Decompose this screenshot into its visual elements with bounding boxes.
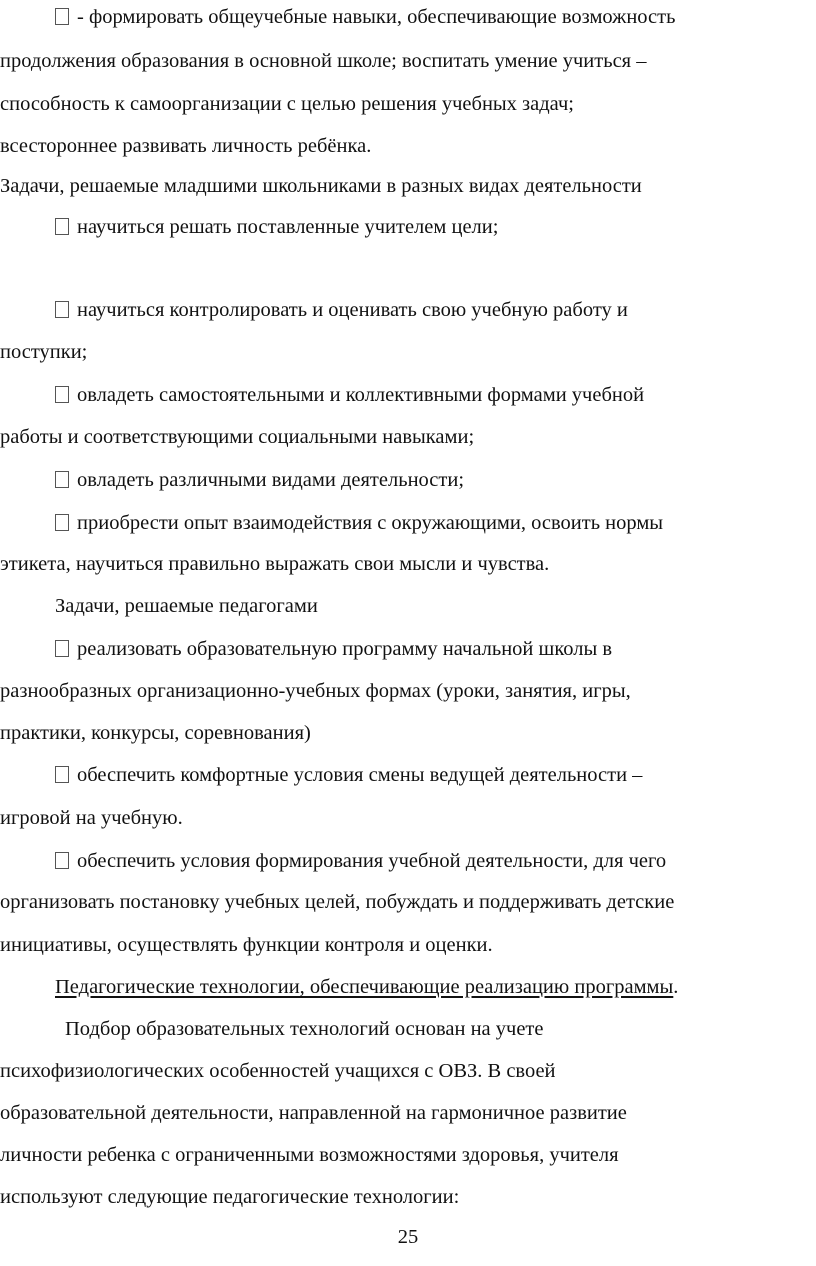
bullet-glyph-icon — [55, 852, 69, 869]
text-line — [0, 91, 574, 117]
text-line — [0, 551, 549, 577]
text-line — [0, 889, 674, 915]
line-suffix: . — [673, 976, 679, 998]
text-line — [0, 339, 87, 365]
text-line — [55, 848, 666, 874]
line-text: обеспечить комфортные условия смены ведущей деятельности – — [77, 764, 643, 786]
text-line — [0, 424, 474, 450]
text-line — [0, 1100, 627, 1126]
bullet-glyph-icon — [55, 514, 69, 531]
bullet-glyph-icon — [55, 386, 69, 403]
text-line — [0, 678, 631, 704]
line-text: приобрести опыт взаимодействия с окружающими, освоить нормы — [77, 512, 664, 534]
section-heading — [0, 173, 642, 199]
line-text: этикета, научиться правильно выражать свои мысли и чувства. — [0, 553, 550, 575]
line-text: овладеть самостоятельными и коллективными формами учебной — [77, 384, 645, 406]
text-line — [65, 1016, 543, 1042]
text-line — [55, 214, 498, 240]
bullet-glyph-icon — [55, 301, 69, 318]
line-text: используют следующие педагогические технологии: — [0, 1186, 460, 1208]
line-text: практики, конкурсы, соревнования) — [0, 722, 311, 744]
line-text: обеспечить условия формирования учебной деятельности, для чего — [77, 850, 667, 872]
line-text: работы и соответствующими социальными навыками; — [0, 426, 475, 448]
page-number: 25 — [397, 1226, 419, 1248]
bullet-glyph-icon — [55, 8, 69, 25]
line-text: личности ребенка с ограниченными возможностями здоровья, учителя — [0, 1144, 619, 1166]
text-line — [0, 48, 647, 74]
line-text: психофизиологических особенностей учащихся с ОВЗ. В своей — [0, 1060, 556, 1082]
line-text: способность к самоорганизации с целью решения учебных задач; — [0, 93, 574, 115]
line-text: научиться контролировать и оценивать свою учебную работу и — [77, 299, 628, 321]
line-text: всестороннее развивать личность ребёнка. — [0, 135, 372, 157]
text-line — [55, 297, 628, 323]
line-text: научиться решать поставленные учителем цели; — [77, 216, 499, 238]
line-text: Педагогические технологии, обеспечивающие реализацию программы — [55, 976, 674, 998]
line-text: Задачи, решаемые педагогами — [55, 595, 318, 617]
line-text: игровой на учебную. — [0, 807, 183, 829]
section-heading — [55, 593, 318, 619]
text-line — [55, 636, 612, 662]
line-text: разнообразных организационно-учебных формах (уроки, занятия, игры, — [0, 680, 631, 702]
text-line — [55, 4, 675, 30]
text-line — [0, 932, 493, 958]
line-text: Задачи, решаемые младшими школьниками в разных видах деятельности — [0, 175, 642, 197]
line-text: поступки; — [0, 341, 88, 363]
text-line — [55, 510, 663, 536]
bullet-glyph-icon — [55, 766, 69, 783]
bullet-glyph-icon — [55, 471, 69, 488]
line-text: Подбор образовательных технологий основан на учете — [65, 1018, 544, 1040]
bullet-glyph-icon — [55, 218, 69, 235]
line-text: овладеть различными видами деятельности; — [77, 469, 465, 491]
text-line — [0, 805, 183, 831]
line-text: инициативы, осуществлять функции контроля и оценки. — [0, 934, 493, 956]
section-heading-underlined — [55, 974, 678, 1000]
text-line — [0, 720, 311, 746]
line-text: реализовать образовательную программу начальной школы в — [77, 638, 613, 660]
line-text: организовать постановку учебных целей, побуждать и поддерживать детские — [0, 891, 675, 913]
line-text: - формировать общеучебные навыки, обеспечивающие возможность — [77, 6, 676, 28]
bullet-glyph-icon — [55, 640, 69, 657]
text-line — [0, 1184, 459, 1210]
text-line — [55, 382, 644, 408]
text-line — [0, 1058, 556, 1084]
text-line — [0, 133, 371, 159]
text-line — [55, 467, 464, 493]
text-line — [0, 1142, 619, 1168]
line-text: образовательной деятельности, направленной на гармоничное развитие — [0, 1102, 627, 1124]
text-line — [55, 762, 642, 788]
line-text: продолжения образования в основной школе; воспитать умение учиться – — [0, 50, 647, 72]
